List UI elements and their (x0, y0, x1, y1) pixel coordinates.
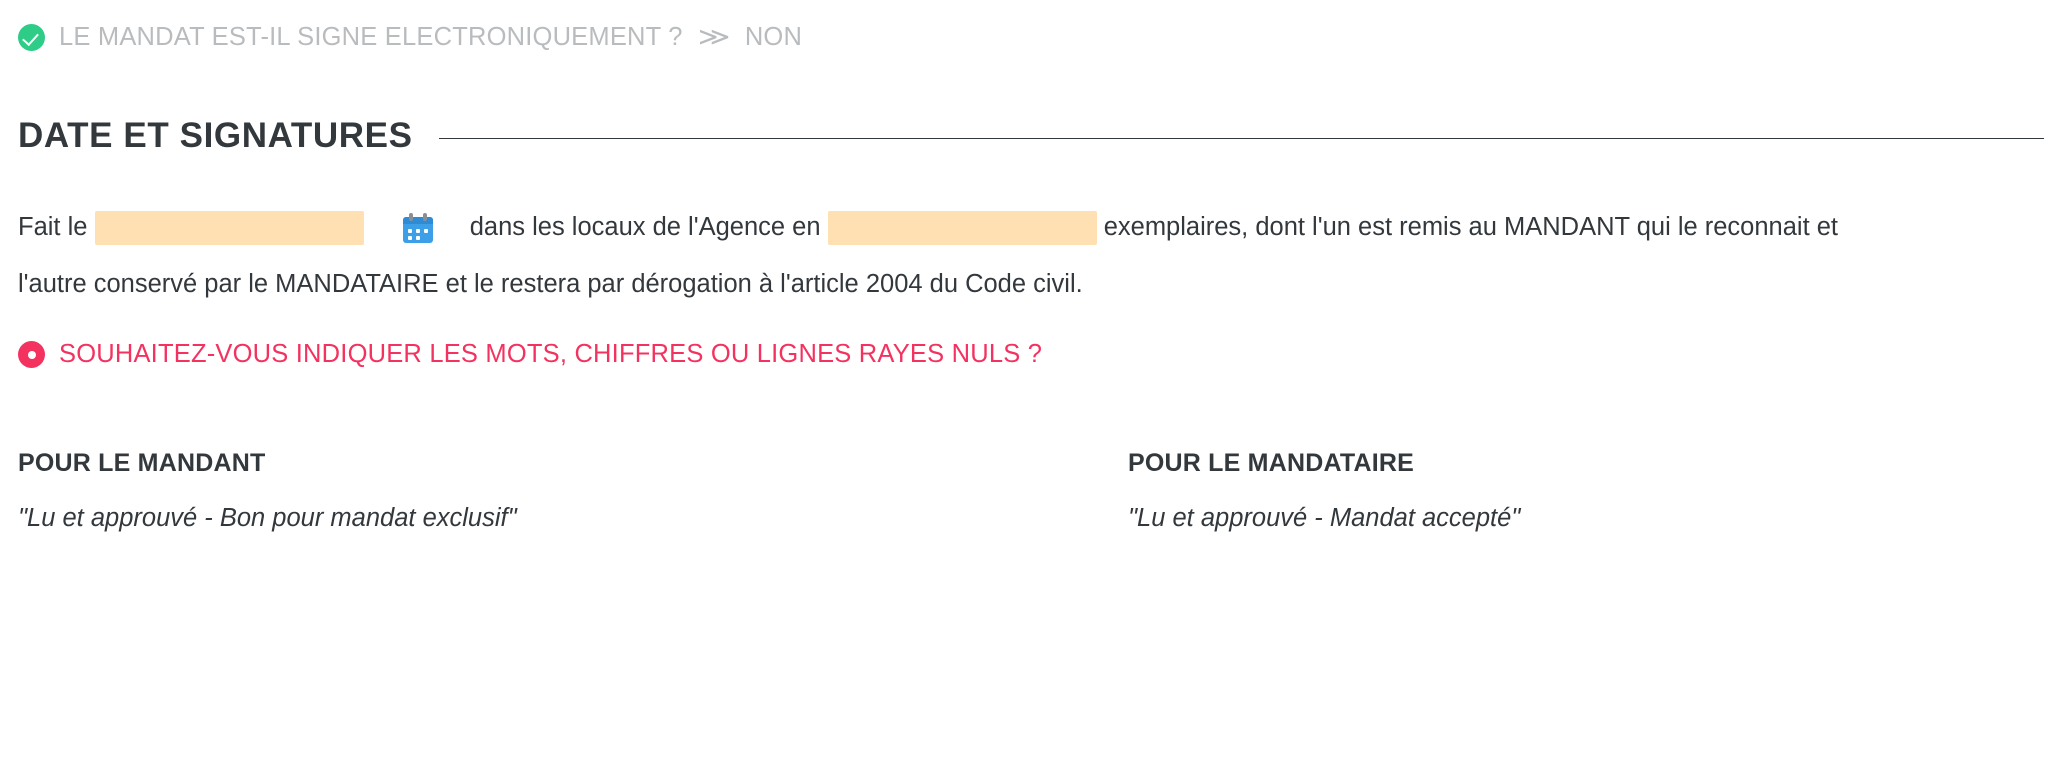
section-header (18, 116, 2044, 156)
signature-title: POUR LE MANDATAIRE (1128, 449, 1414, 477)
copies-count-input[interactable] (828, 211, 1097, 245)
paragraph-middle: dans les locaux de l'Agence en (469, 213, 821, 241)
paragraph-prefix: Fait le (18, 213, 88, 241)
answered-question-label: LE MANDAT EST-IL SIGNE ELECTRONIQUEMENT ? (59, 22, 683, 51)
pending-question-label: SOUHAITEZ-VOUS INDIQUER LES MOTS, CHIFFRES OU LIGNES RAYES NULS ? (59, 340, 1043, 368)
check-circle-icon (18, 24, 45, 51)
answered-question-row[interactable] (18, 0, 2044, 59)
signature-blocks (18, 449, 2044, 533)
calendar-icon[interactable] (403, 213, 433, 243)
pending-question-row[interactable] (18, 340, 2044, 369)
signature-block-mandant (18, 449, 1128, 533)
signature-note: "Lu et approuvé - Mandat accepté" (1128, 504, 1521, 532)
signature-paragraph (18, 199, 2044, 313)
signature-block-mandataire (1128, 449, 1520, 533)
chevron-double-right-icon: ≫ (697, 23, 731, 51)
paragraph-suffix-line2: l'autre conservé par le MANDATAIRE et le restera par dérogation à l'article 2004 du Code civil. (18, 270, 1083, 298)
paragraph-suffix-line1: exemplaires, dont l'un est remis au MANDANT qui le reconnait et (1103, 213, 1839, 241)
section-divider (439, 138, 2044, 139)
radio-selected-icon (18, 341, 45, 368)
signature-title: POUR LE MANDANT (18, 449, 266, 477)
page-title: DATE ET SIGNATURES (18, 116, 413, 155)
answered-question-value: NON (744, 22, 803, 51)
signature-note: "Lu et approuvé - Bon pour mandat exclusif" (18, 504, 517, 532)
date-input[interactable] (95, 211, 364, 245)
